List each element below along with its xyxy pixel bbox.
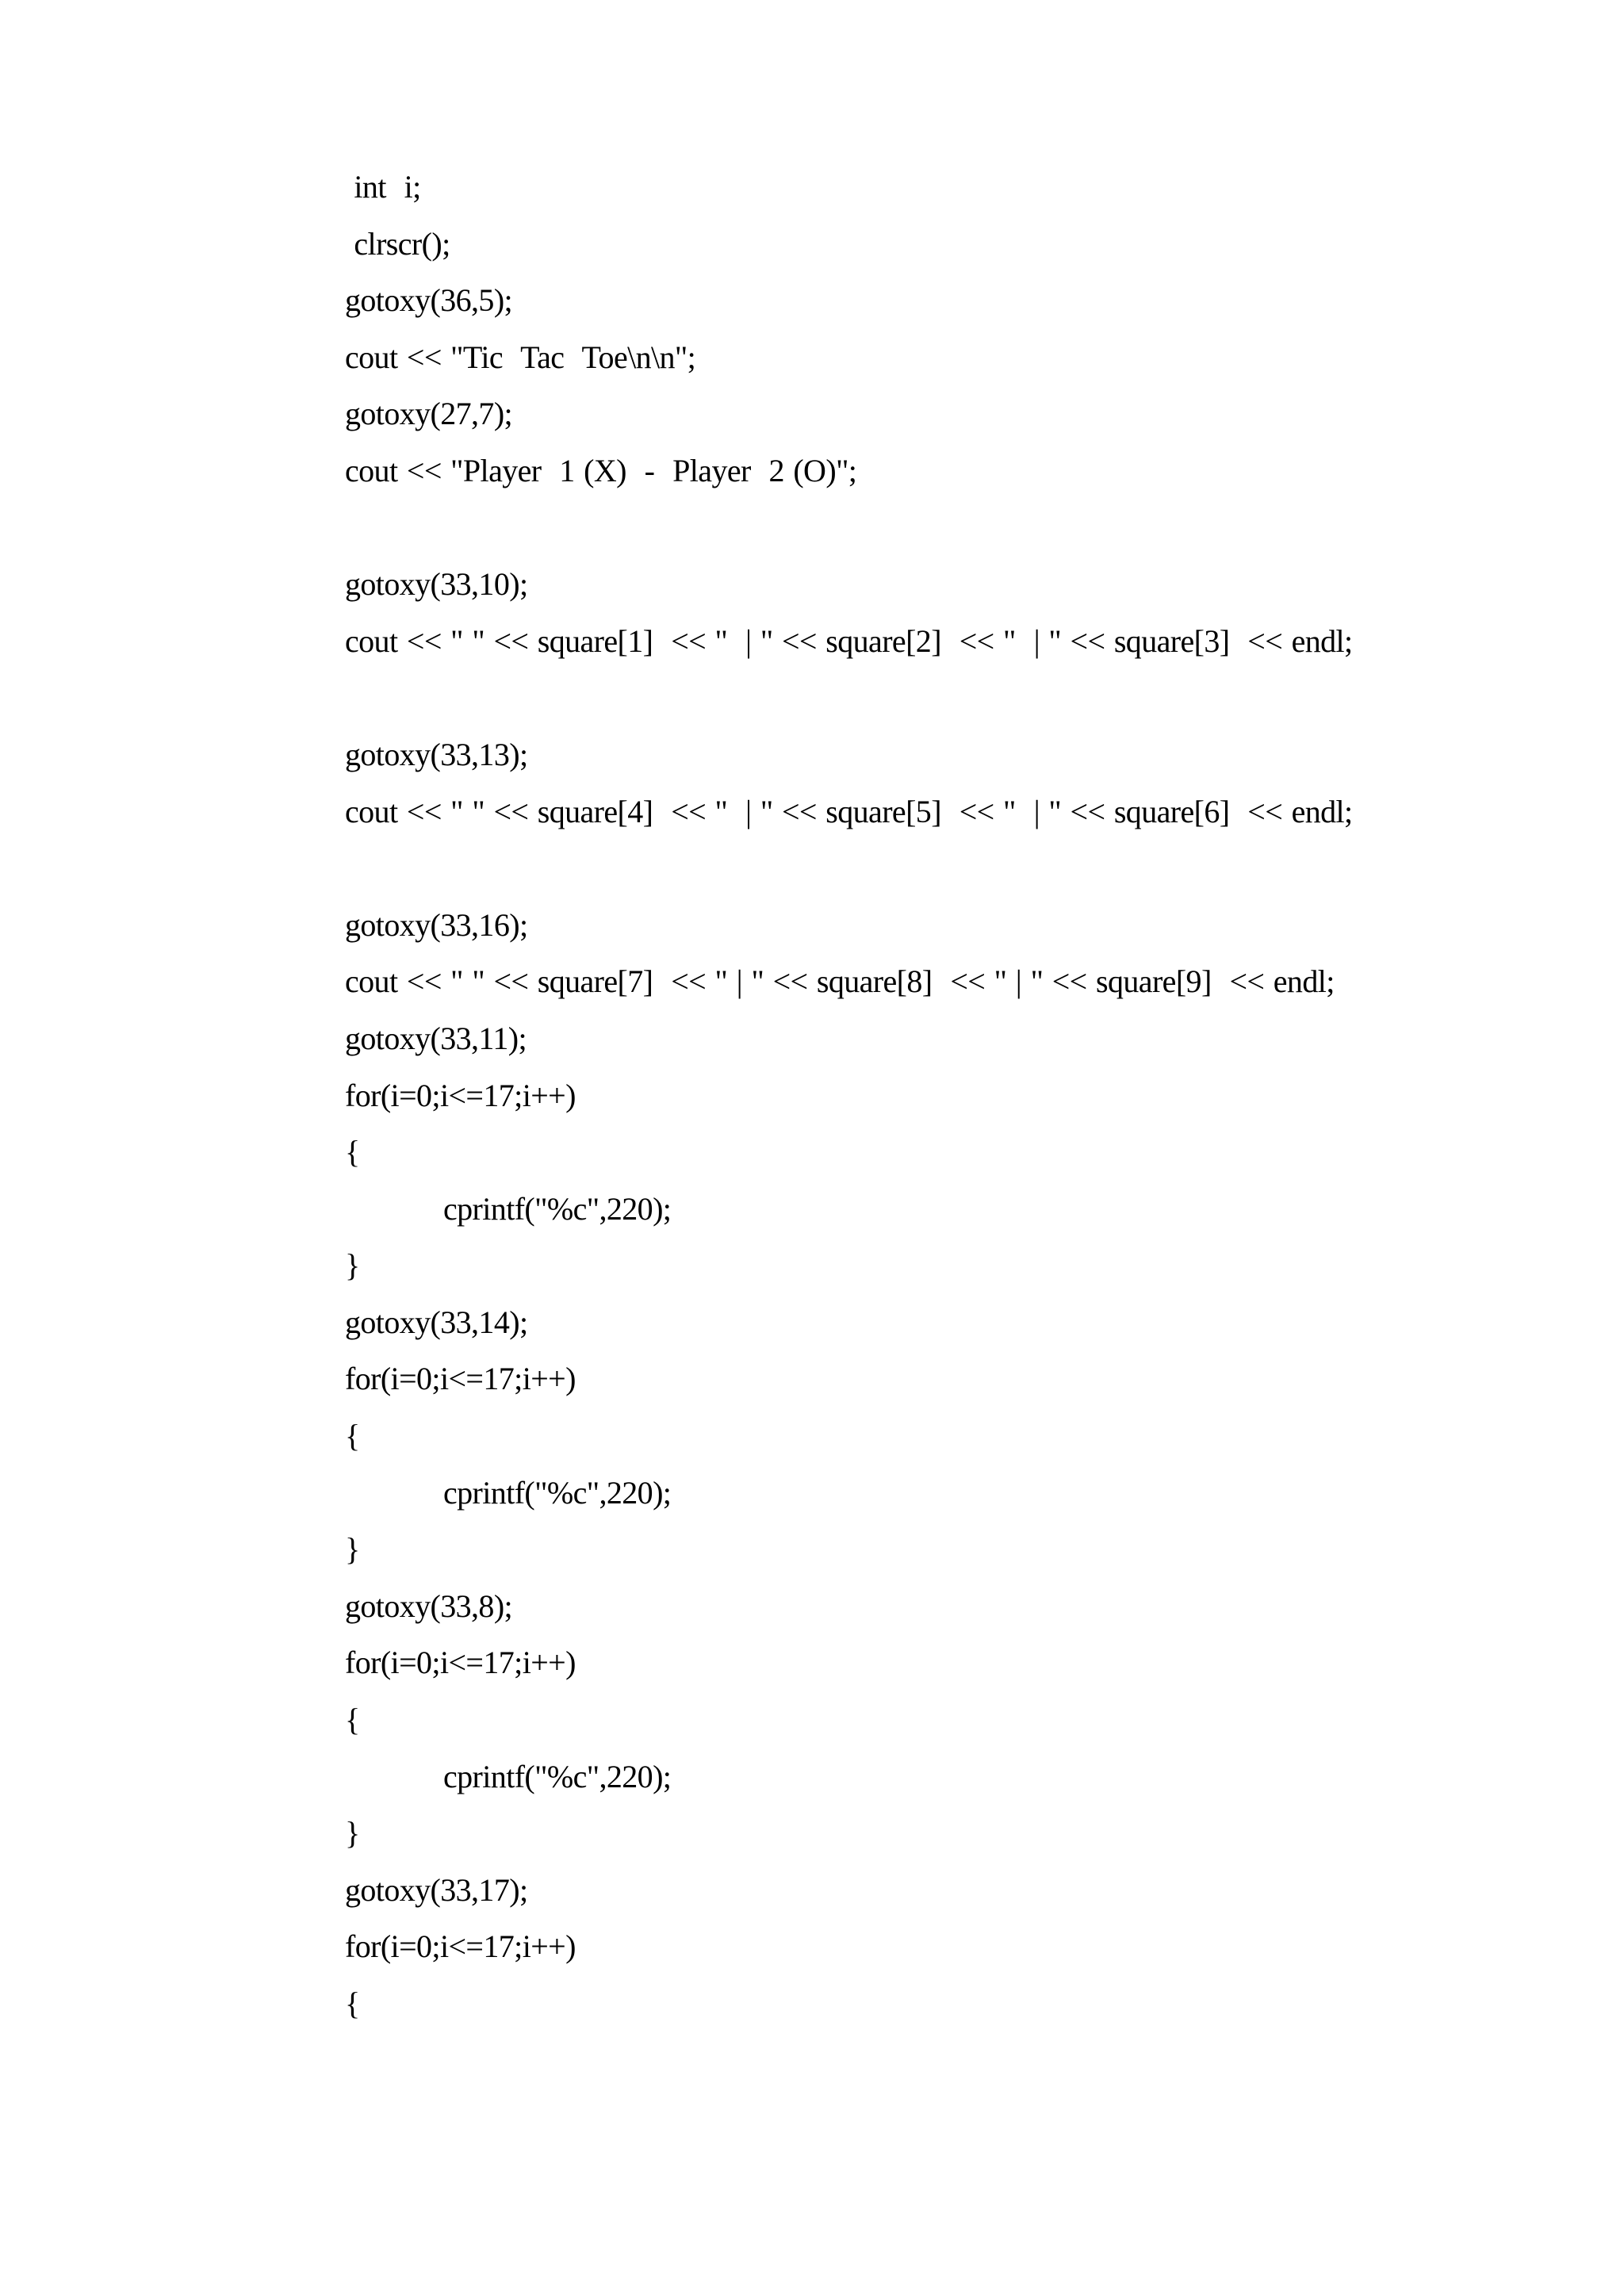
code-line: cprintf("%c",220); — [443, 1190, 672, 1227]
code-line: gotoxy(33,11); — [345, 1020, 527, 1056]
code-line: } — [345, 1247, 360, 1284]
code-line: cout << "Tic Tac Toe\n\n"; — [345, 339, 696, 375]
code-line: for(i=0;i<=17;i++) — [345, 1645, 576, 1681]
code-line: cout << " " << square[4] << " | " << square[5] << " | " << square[6] << endl; — [345, 793, 1353, 829]
code-line: { — [345, 1986, 360, 2021]
code-line: gotoxy(33,10); — [345, 566, 528, 603]
code-line: { — [345, 1702, 360, 1738]
code-line: gotoxy(33,14); — [345, 1304, 528, 1340]
code-line: for(i=0;i<=17;i++) — [345, 1077, 576, 1113]
code-line: cprintf("%c",220); — [443, 1474, 672, 1511]
code-line: } — [345, 1815, 360, 1852]
code-line: cout << " " << square[1] << " | " << square[2] << " | " << square[3] << endl; — [345, 622, 1353, 659]
code-line: gotoxy(27,7); — [345, 396, 513, 432]
code-line: cout << " " << square[7] << " | " << square[8] << " | " << square[9] << endl; — [345, 963, 1335, 1000]
code-line: gotoxy(33,13); — [345, 736, 528, 772]
blank-line — [345, 851, 1534, 908]
code-listing — [345, 170, 1534, 2043]
code-line: cprintf("%c",220); — [443, 1758, 672, 1794]
code-line: gotoxy(33,17); — [345, 1871, 528, 1908]
code-line: int i; — [345, 169, 421, 205]
code-line: for(i=0;i<=17;i++) — [345, 1361, 576, 1397]
code-line: { — [345, 1418, 360, 1454]
code-line: clrscr(); — [345, 225, 450, 262]
code-line: } — [345, 1531, 360, 1568]
code-line: for(i=0;i<=17;i++) — [345, 1928, 576, 1965]
blank-line — [345, 511, 1534, 568]
code-line: gotoxy(36,5); — [345, 282, 513, 319]
code-line: cout << "Player 1 (X) - Player 2 (O)"; — [345, 452, 857, 488]
code-line: gotoxy(33,8); — [345, 1587, 513, 1624]
code-line: { — [345, 1134, 360, 1170]
code-line: gotoxy(33,16); — [345, 906, 528, 943]
blank-line — [345, 680, 1534, 737]
